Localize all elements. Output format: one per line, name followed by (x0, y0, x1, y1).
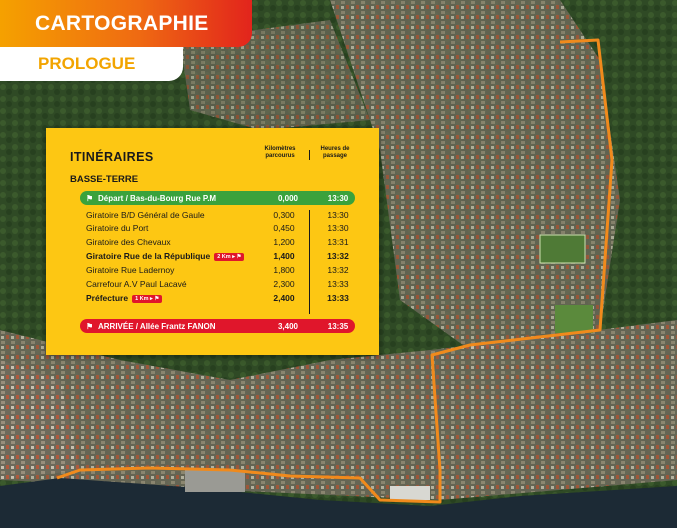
page-subtitle: PROLOGUE (0, 47, 183, 81)
row-time: 13:33 (327, 279, 349, 289)
row-km: 1,400 (273, 251, 295, 261)
itinerary-row (86, 265, 356, 278)
distance-tag: 1 Km ▸ ⚑ (132, 295, 162, 303)
row-label: Giratoire des Chevaux (86, 237, 171, 247)
row-time: 13:32 (327, 251, 349, 261)
itinerary-row (86, 237, 356, 250)
flag-icon: ⚑ (86, 321, 94, 331)
start-km: 0,000 (277, 193, 299, 203)
itinerary-row (86, 251, 356, 264)
itinerary-row (86, 293, 356, 306)
itinerary-row (86, 279, 356, 292)
row-label: Giratoire B/D Général de Gaule (86, 210, 205, 220)
row-time: 13:33 (327, 293, 349, 303)
start-label: Départ / Bas-du-Bourg Rue P.M (98, 193, 217, 203)
itinerary-panel (46, 128, 379, 355)
row-km: 2,300 (273, 279, 295, 289)
distance-tag: 2 Km ▸ ⚑ (214, 253, 244, 261)
row-label (86, 251, 244, 261)
row-time: 13:31 (327, 237, 349, 247)
column-header-time: Heures de passage (320, 146, 350, 159)
row-label (86, 293, 162, 303)
finish-row (80, 319, 355, 333)
row-km: 0,300 (273, 210, 295, 220)
row-km: 1,200 (273, 237, 295, 247)
start-row (80, 191, 355, 205)
itinerary-row (86, 223, 356, 236)
row-km: 2,400 (273, 293, 295, 303)
row-km: 0,450 (273, 223, 295, 233)
row-label-text: Préfecture (86, 293, 129, 303)
flag-icon: ⚑ (86, 193, 94, 203)
column-divider (309, 150, 310, 160)
row-time: 13:30 (327, 223, 349, 233)
row-label: Giratoire Rue Ladernoy (86, 265, 175, 275)
row-km: 1,800 (273, 265, 295, 275)
row-label-text: Giratoire Rue de la République (86, 251, 211, 261)
page-title: CARTOGRAPHIE (0, 0, 252, 47)
itinerary-title: ITINÉRAIRES (70, 150, 154, 164)
city-label: BASSE-TERRE (70, 174, 139, 185)
finish-time: 13:35 (327, 321, 349, 331)
row-label: Giratoire du Port (86, 223, 149, 233)
itinerary-row (86, 210, 356, 223)
column-header-km: Kilomètres parcourus (264, 146, 296, 159)
row-time: 13:32 (327, 265, 349, 275)
row-time: 13:30 (327, 210, 349, 220)
finish-label: ARRIVÉE / Allée Frantz FANON (98, 321, 216, 331)
finish-km: 3,400 (277, 321, 299, 331)
start-time: 13:30 (327, 193, 349, 203)
row-label: Carrefour A.V Paul Lacavé (86, 279, 187, 289)
